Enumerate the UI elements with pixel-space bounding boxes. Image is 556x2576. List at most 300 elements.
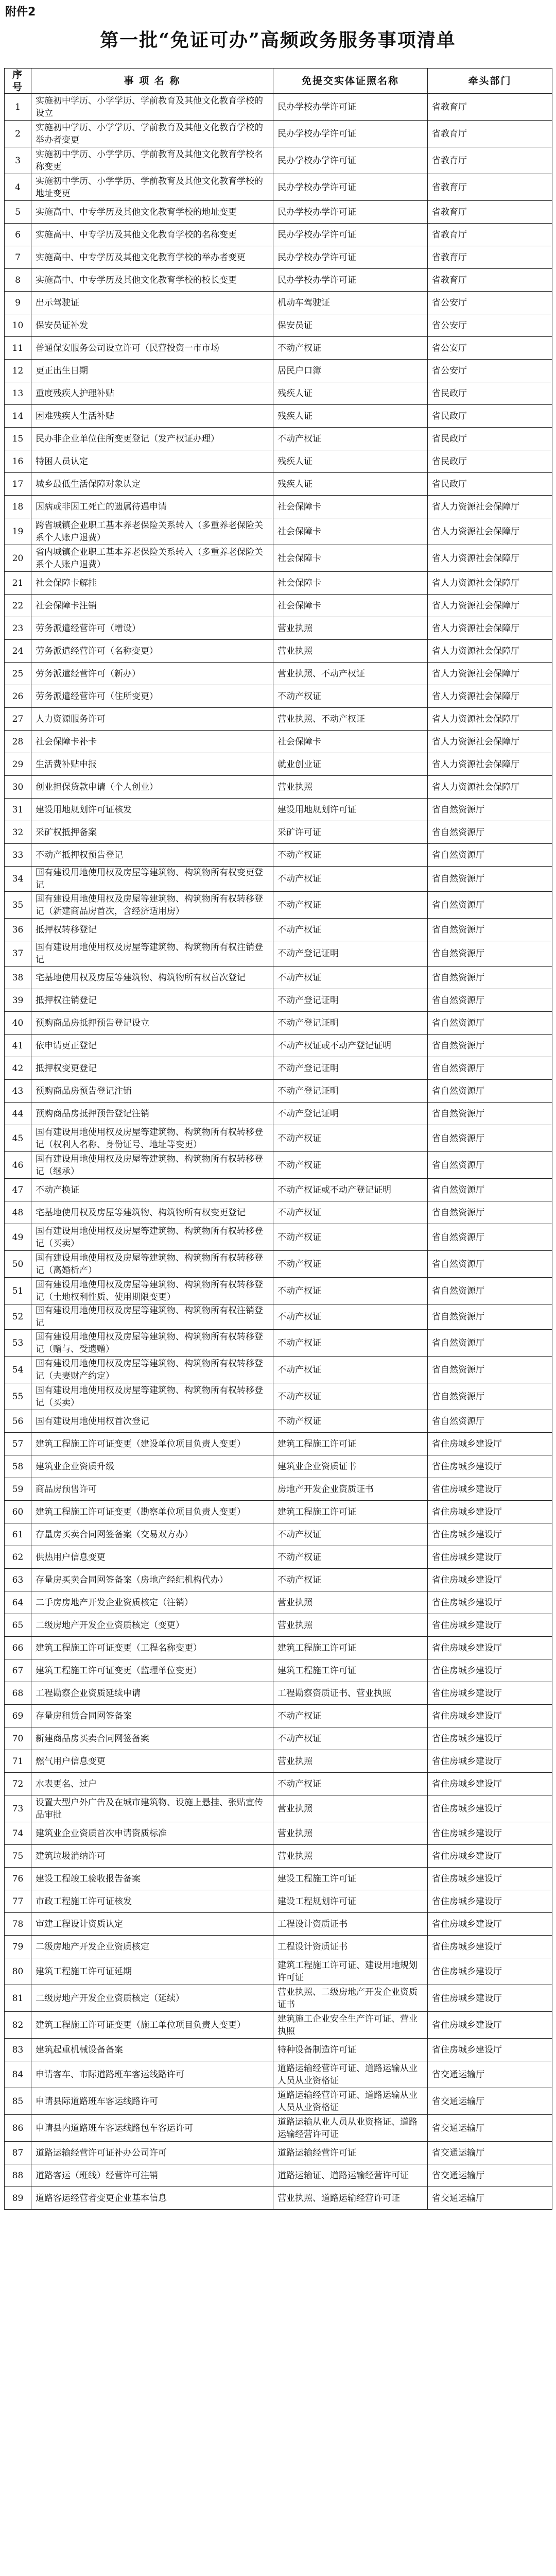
row-index: 39 <box>5 989 31 1012</box>
row-index: 52 <box>5 1304 31 1330</box>
row-exempt-certificate: 营业执照 <box>273 1822 428 1845</box>
row-exempt-certificate: 不动产权证 <box>273 1330 428 1357</box>
row-index: 62 <box>5 1546 31 1569</box>
row-item-name: 建筑工程施工许可证变更（监理单位变更） <box>31 1659 273 1682</box>
row-exempt-certificate: 社会保障卡 <box>273 572 428 595</box>
row-item-name: 二级房地产开发企业资质核定（变更） <box>31 1614 273 1637</box>
row-index: 73 <box>5 1795 31 1822</box>
row-lead-department: 省民政厅 <box>428 382 552 405</box>
row-index: 69 <box>5 1705 31 1727</box>
row-lead-department: 省住房城乡建设厅 <box>428 1750 552 1773</box>
row-exempt-certificate: 采矿许可证 <box>273 821 428 844</box>
row-lead-department: 省住房城乡建设厅 <box>428 1795 552 1822</box>
table-row <box>5 1705 552 1727</box>
table-row <box>5 224 552 246</box>
row-exempt-certificate: 道路运输从业人员从业资格证、道路运输经营许可证 <box>273 2115 428 2142</box>
row-index: 33 <box>5 844 31 867</box>
table-row <box>5 1727 552 1750</box>
row-item-name: 国有建设用地使用权及房屋等建筑物、构筑物所有权转移登记（土地权利性质、使用期限变更） <box>31 1278 273 1304</box>
row-lead-department: 省住房城乡建设厅 <box>428 1913 552 1936</box>
row-item-name: 存量房租赁合同网签备案 <box>31 1705 273 1727</box>
row-item-name: 供热用户信息变更 <box>31 1546 273 1569</box>
row-index: 3 <box>5 147 31 174</box>
row-lead-department: 省自然资源厅 <box>428 1179 552 1201</box>
row-lead-department: 省自然资源厅 <box>428 1152 552 1179</box>
row-item-name: 建筑垃圾消纳许可 <box>31 1845 273 1868</box>
row-index: 50 <box>5 1251 31 1278</box>
row-item-name: 国有建设用地使用权首次登记 <box>31 1410 273 1433</box>
row-lead-department: 省自然资源厅 <box>428 1057 552 1080</box>
table-row <box>5 799 552 821</box>
table-row <box>5 617 552 640</box>
table-row <box>5 1179 552 1201</box>
row-index: 81 <box>5 1985 31 2012</box>
row-index: 80 <box>5 1958 31 1985</box>
row-item-name: 建设用地规划许可证核发 <box>31 799 273 821</box>
row-item-name: 国有建设用地使用权及房屋等建筑物、构筑物所有权转移登记（新建商品房首次，含经济适用房） <box>31 892 273 919</box>
row-lead-department: 省自然资源厅 <box>428 1103 552 1125</box>
row-exempt-certificate: 社会保障卡 <box>273 731 428 753</box>
row-lead-department: 省交通运输厅 <box>428 2061 552 2088</box>
row-index: 27 <box>5 708 31 731</box>
row-item-name: 社会保障卡解挂 <box>31 572 273 595</box>
row-lead-department: 省住房城乡建设厅 <box>428 1591 552 1614</box>
row-item-name: 实施初中学历、小学学历、学前教育及其他文化教育学校的设立 <box>31 94 273 121</box>
row-item-name: 国有建设用地使用权及房屋等建筑物、构筑物所有权注销登记 <box>31 941 273 967</box>
row-index: 63 <box>5 1569 31 1591</box>
row-lead-department: 省自然资源厅 <box>428 1012 552 1035</box>
row-item-name: 抵押权注销登记 <box>31 989 273 1012</box>
row-lead-department: 省住房城乡建设厅 <box>428 1705 552 1727</box>
row-exempt-certificate: 不动产权证 <box>273 1773 428 1795</box>
row-item-name: 申请县内道路班车客运线路包车客运许可 <box>31 2115 273 2142</box>
row-index: 49 <box>5 1224 31 1251</box>
table-row <box>5 1433 552 1455</box>
row-index: 64 <box>5 1591 31 1614</box>
row-lead-department: 省民政厅 <box>428 428 552 450</box>
table-row <box>5 1682 552 1705</box>
row-item-name: 困难残疾人生活补贴 <box>31 405 273 428</box>
row-lead-department: 省自然资源厅 <box>428 844 552 867</box>
row-item-name: 国有建设用地使用权及房屋等建筑物、构筑物所有权转移登记（夫妻财产约定） <box>31 1357 273 1383</box>
row-index: 83 <box>5 2039 31 2061</box>
row-exempt-certificate: 不动产权证 <box>273 337 428 360</box>
row-exempt-certificate: 民办学校办学许可证 <box>273 224 428 246</box>
row-index: 82 <box>5 2012 31 2039</box>
row-index: 37 <box>5 941 31 967</box>
row-exempt-certificate: 民办学校办学许可证 <box>273 246 428 269</box>
table-row <box>5 174 552 201</box>
row-item-name: 审建工程设计资质认定 <box>31 1913 273 1936</box>
row-item-name: 建筑工程施工许可证变更（建设单位项目负责人变更） <box>31 1433 273 1455</box>
row-exempt-certificate: 民办学校办学许可证 <box>273 174 428 201</box>
row-exempt-certificate: 民办学校办学许可证 <box>273 94 428 121</box>
row-exempt-certificate: 社会保障卡 <box>273 518 428 545</box>
row-item-name: 建筑工程施工许可证变更（工程名称变更） <box>31 1637 273 1659</box>
row-exempt-certificate: 建筑工程施工许可证、建设用地规划许可证 <box>273 1958 428 1985</box>
row-lead-department: 省教育厅 <box>428 269 552 292</box>
row-item-name: 国有建设用地使用权及房屋等建筑物、构筑物所有权注销登记 <box>31 1304 273 1330</box>
table-row <box>5 1278 552 1304</box>
row-lead-department: 省自然资源厅 <box>428 1080 552 1103</box>
row-item-name: 二级房地产开发企业资质核定 <box>31 1936 273 1958</box>
row-item-name: 国有建设用地使用权及房屋等建筑物、构筑物所有权转移登记（买卖） <box>31 1383 273 1410</box>
row-index: 74 <box>5 1822 31 1845</box>
row-lead-department: 省教育厅 <box>428 246 552 269</box>
table-row <box>5 731 552 753</box>
header-exempt-certificate: 免提交实体证照名称 <box>273 69 428 94</box>
row-lead-department: 省教育厅 <box>428 201 552 224</box>
row-item-name: 劳务派遣经营许可（住所变更） <box>31 685 273 708</box>
row-index: 28 <box>5 731 31 753</box>
row-item-name: 跨省城镇企业职工基本养老保险关系转入（多重养老保险关系个人账户退费） <box>31 518 273 545</box>
row-exempt-certificate: 不动产权证 <box>273 1410 428 1433</box>
table-row <box>5 1913 552 1936</box>
row-item-name: 实施高中、中专学历及其他文化教育学校的举办者变更 <box>31 246 273 269</box>
row-exempt-certificate: 不动产权证 <box>273 844 428 867</box>
row-item-name: 不动产抵押权预告登记 <box>31 844 273 867</box>
row-index: 86 <box>5 2115 31 2142</box>
row-lead-department: 省教育厅 <box>428 94 552 121</box>
table-row <box>5 1501 552 1523</box>
row-lead-department: 省住房城乡建设厅 <box>428 1682 552 1705</box>
row-index: 6 <box>5 224 31 246</box>
row-lead-department: 省住房城乡建设厅 <box>428 1478 552 1501</box>
row-index: 72 <box>5 1773 31 1795</box>
row-lead-department: 省人力资源社会保障厅 <box>428 663 552 685</box>
row-lead-department: 省自然资源厅 <box>428 1278 552 1304</box>
row-item-name: 建筑工程施工许可证变更（施工单位项目负责人变更） <box>31 2012 273 2039</box>
table-row <box>5 1103 552 1125</box>
row-lead-department: 省人力资源社会保障厅 <box>428 617 552 640</box>
row-lead-department: 省自然资源厅 <box>428 1357 552 1383</box>
row-index: 1 <box>5 94 31 121</box>
row-lead-department: 省自然资源厅 <box>428 892 552 919</box>
row-item-name: 实施高中、中专学历及其他文化教育学校的校长变更 <box>31 269 273 292</box>
table-row <box>5 382 552 405</box>
table-row <box>5 1012 552 1035</box>
row-index: 13 <box>5 382 31 405</box>
row-item-name: 实施初中学历、小学学历、学前教育及其他文化教育学校名称变更 <box>31 147 273 174</box>
row-item-name: 国有建设用地使用权及房屋等建筑物、构筑物所有权转移登记（离婚析产） <box>31 1251 273 1278</box>
row-index: 58 <box>5 1455 31 1478</box>
table-row <box>5 147 552 174</box>
row-lead-department: 省住房城乡建设厅 <box>428 1985 552 2012</box>
row-index: 16 <box>5 450 31 473</box>
row-index: 25 <box>5 663 31 685</box>
row-index: 59 <box>5 1478 31 1501</box>
table-row <box>5 919 552 941</box>
table-body <box>5 94 552 2210</box>
row-exempt-certificate: 房地产开发企业资质证书 <box>273 1478 428 1501</box>
row-item-name: 申请县际道路班车客运线路许可 <box>31 2088 273 2115</box>
row-exempt-certificate: 营业执照 <box>273 1614 428 1637</box>
row-item-name: 抵押权变更登记 <box>31 1057 273 1080</box>
row-lead-department: 省自然资源厅 <box>428 1035 552 1057</box>
table-row <box>5 595 552 617</box>
row-exempt-certificate: 民办学校办学许可证 <box>273 121 428 147</box>
table-row <box>5 1773 552 1795</box>
row-exempt-certificate: 不动产权证 <box>273 1125 428 1152</box>
row-lead-department: 省民政厅 <box>428 450 552 473</box>
row-lead-department: 省交通运输厅 <box>428 2088 552 2115</box>
table-row <box>5 292 552 314</box>
row-index: 71 <box>5 1750 31 1773</box>
row-lead-department: 省人力资源社会保障厅 <box>428 753 552 776</box>
row-lead-department: 省住房城乡建设厅 <box>428 1523 552 1546</box>
table-row <box>5 201 552 224</box>
row-exempt-certificate: 营业执照 <box>273 640 428 663</box>
row-lead-department: 省住房城乡建设厅 <box>428 1637 552 1659</box>
table-row <box>5 405 552 428</box>
row-exempt-certificate: 社会保障卡 <box>273 496 428 518</box>
row-lead-department: 省教育厅 <box>428 121 552 147</box>
row-lead-department: 省人力资源社会保障厅 <box>428 776 552 799</box>
table-row <box>5 337 552 360</box>
row-item-name: 生活费补贴申报 <box>31 753 273 776</box>
row-lead-department: 省交通运输厅 <box>428 2187 552 2210</box>
row-item-name: 二手房房地产开发企业资质核定（注销） <box>31 1591 273 1614</box>
row-exempt-certificate: 不动产权证 <box>273 1727 428 1750</box>
row-exempt-certificate: 不动产权证 <box>273 1546 428 1569</box>
header-index: 序号 <box>5 69 31 94</box>
row-lead-department: 省公安厅 <box>428 314 552 337</box>
row-exempt-certificate: 建设工程施工许可证 <box>273 1868 428 1890</box>
table-row <box>5 1410 552 1433</box>
table-row <box>5 428 552 450</box>
row-exempt-certificate: 营业执照 <box>273 1795 428 1822</box>
row-exempt-certificate: 不动产权证 <box>273 1251 428 1278</box>
row-index: 23 <box>5 617 31 640</box>
row-index: 67 <box>5 1659 31 1682</box>
row-index: 32 <box>5 821 31 844</box>
row-index: 26 <box>5 685 31 708</box>
row-index: 20 <box>5 545 31 572</box>
row-item-name: 国有建设用地使用权及房屋等建筑物、构筑物所有权转移登记（赠与、受遗赠） <box>31 1330 273 1357</box>
row-exempt-certificate: 不动产登记证明 <box>273 1103 428 1125</box>
row-exempt-certificate: 民办学校办学许可证 <box>273 201 428 224</box>
row-lead-department: 省自然资源厅 <box>428 1304 552 1330</box>
row-index: 55 <box>5 1383 31 1410</box>
row-lead-department: 省自然资源厅 <box>428 967 552 989</box>
table-row <box>5 1868 552 1890</box>
row-exempt-certificate: 不动产权证 <box>273 1152 428 1179</box>
table-row <box>5 360 552 382</box>
table-row <box>5 1330 552 1357</box>
row-index: 18 <box>5 496 31 518</box>
row-exempt-certificate: 残疾人证 <box>273 450 428 473</box>
table-row <box>5 1637 552 1659</box>
row-exempt-certificate: 不动产登记证明 <box>273 941 428 967</box>
row-exempt-certificate: 不动产登记证明 <box>273 1012 428 1035</box>
row-index: 51 <box>5 1278 31 1304</box>
row-exempt-certificate: 建筑施工企业安全生产许可证、营业执照 <box>273 2012 428 2039</box>
table-row <box>5 1251 552 1278</box>
table-row <box>5 1936 552 1958</box>
row-exempt-certificate: 不动产权证 <box>273 1224 428 1251</box>
table-row <box>5 121 552 147</box>
row-index: 34 <box>5 867 31 892</box>
row-lead-department: 省住房城乡建设厅 <box>428 1501 552 1523</box>
table-row <box>5 1569 552 1591</box>
row-lead-department: 省教育厅 <box>428 147 552 174</box>
row-exempt-certificate: 营业执照 <box>273 1750 428 1773</box>
row-lead-department: 省住房城乡建设厅 <box>428 1845 552 1868</box>
row-lead-department: 省人力资源社会保障厅 <box>428 640 552 663</box>
row-item-name: 建筑工程施工许可证延期 <box>31 1958 273 1985</box>
row-item-name: 实施高中、中专学历及其他文化教育学校的名称变更 <box>31 224 273 246</box>
row-index: 10 <box>5 314 31 337</box>
table-row <box>5 1890 552 1913</box>
row-index: 44 <box>5 1103 31 1125</box>
service-items-table <box>4 68 552 2210</box>
table-row <box>5 1958 552 1985</box>
table-row <box>5 1080 552 1103</box>
row-exempt-certificate: 不动产权证或不动产登记证明 <box>273 1035 428 1057</box>
attachment-label: 附件2 <box>5 6 36 19</box>
row-item-name: 抵押权转移登记 <box>31 919 273 941</box>
row-exempt-certificate: 营业执照 <box>273 1591 428 1614</box>
row-lead-department: 省人力资源社会保障厅 <box>428 545 552 572</box>
row-index: 38 <box>5 967 31 989</box>
row-index: 56 <box>5 1410 31 1433</box>
row-lead-department: 省人力资源社会保障厅 <box>428 572 552 595</box>
row-index: 45 <box>5 1125 31 1152</box>
row-item-name: 城乡最低生活保障对象认定 <box>31 473 273 496</box>
table-row <box>5 1795 552 1822</box>
row-item-name: 预购商品房抵押预告登记注销 <box>31 1103 273 1125</box>
row-lead-department: 省住房城乡建设厅 <box>428 1822 552 1845</box>
row-exempt-certificate: 营业执照、不动产权证 <box>273 708 428 731</box>
table-row <box>5 1224 552 1251</box>
table-row <box>5 496 552 518</box>
table-row <box>5 1357 552 1383</box>
table-row <box>5 2115 552 2142</box>
row-item-name: 民办非企业单位住所变更登记（发产权证办理） <box>31 428 273 450</box>
row-lead-department: 省人力资源社会保障厅 <box>428 685 552 708</box>
row-index: 17 <box>5 473 31 496</box>
table-row <box>5 1383 552 1410</box>
table-row <box>5 663 552 685</box>
row-index: 46 <box>5 1152 31 1179</box>
row-lead-department: 省自然资源厅 <box>428 1201 552 1224</box>
table-row <box>5 2039 552 2061</box>
row-index: 7 <box>5 246 31 269</box>
row-exempt-certificate: 不动产权证 <box>273 867 428 892</box>
row-item-name: 道路运输经营许可证补办公司许可 <box>31 2142 273 2164</box>
table-row <box>5 892 552 919</box>
table-row <box>5 2164 552 2187</box>
row-exempt-certificate: 建筑工程施工许可证 <box>273 1637 428 1659</box>
row-index: 29 <box>5 753 31 776</box>
table-row <box>5 941 552 967</box>
row-lead-department: 省公安厅 <box>428 292 552 314</box>
row-index: 48 <box>5 1201 31 1224</box>
table-row <box>5 1523 552 1546</box>
document-title: 第一批“免证可办”高频政务服务事项清单 <box>100 29 456 51</box>
table-row <box>5 2187 552 2210</box>
table-row <box>5 1125 552 1152</box>
row-item-name: 建设工程竣工验收报告备案 <box>31 1868 273 1890</box>
row-item-name: 水表更名、过户 <box>31 1773 273 1795</box>
row-exempt-certificate: 工程勘察资质证书、营业执照 <box>273 1682 428 1705</box>
row-exempt-certificate: 营业执照 <box>273 617 428 640</box>
row-item-name: 商品房预售许可 <box>31 1478 273 1501</box>
table-row <box>5 246 552 269</box>
row-item-name: 实施初中学历、小学学历、学前教育及其他文化教育学校的地址变更 <box>31 174 273 201</box>
row-item-name: 新建商品房买卖合同网签备案 <box>31 1727 273 1750</box>
row-item-name: 更正出生日期 <box>31 360 273 382</box>
row-lead-department: 省交通运输厅 <box>428 2164 552 2187</box>
row-index: 21 <box>5 572 31 595</box>
row-index: 84 <box>5 2061 31 2088</box>
row-index: 35 <box>5 892 31 919</box>
table-row <box>5 572 552 595</box>
row-lead-department: 省住房城乡建设厅 <box>428 1890 552 1913</box>
row-index: 42 <box>5 1057 31 1080</box>
row-exempt-certificate: 不动产权证 <box>273 967 428 989</box>
row-exempt-certificate: 不动产权证 <box>273 1201 428 1224</box>
row-index: 61 <box>5 1523 31 1546</box>
table-row <box>5 821 552 844</box>
row-item-name: 设置大型户外广告及在城市建筑物、设施上悬挂、张贴宣传品审批 <box>31 1795 273 1822</box>
table-row <box>5 314 552 337</box>
table-row <box>5 776 552 799</box>
row-item-name: 采矿权抵押备案 <box>31 821 273 844</box>
row-item-name: 国有建设用地使用权及房屋等建筑物、构筑物所有权转移登记（权利人名称、身份证号、地址等变更） <box>31 1125 273 1152</box>
row-exempt-certificate: 营业执照、不动产权证 <box>273 663 428 685</box>
table-row <box>5 640 552 663</box>
row-item-name: 普通保安服务公司设立许可（民营投资一市市场 <box>31 337 273 360</box>
row-lead-department: 省自然资源厅 <box>428 867 552 892</box>
row-exempt-certificate: 营业执照、道路运输经营许可证 <box>273 2187 428 2210</box>
row-exempt-certificate: 工程设计资质证书 <box>273 1936 428 1958</box>
row-exempt-certificate: 营业执照、二级房地产开发企业资质证书 <box>273 1985 428 2012</box>
row-index: 19 <box>5 518 31 545</box>
row-exempt-certificate: 不动产权证 <box>273 1523 428 1546</box>
row-index: 11 <box>5 337 31 360</box>
row-lead-department: 省住房城乡建设厅 <box>428 1433 552 1455</box>
table-row <box>5 1152 552 1179</box>
row-index: 65 <box>5 1614 31 1637</box>
row-lead-department: 省自然资源厅 <box>428 989 552 1012</box>
row-exempt-certificate: 居民户口簿 <box>273 360 428 382</box>
row-exempt-certificate: 保安员证 <box>273 314 428 337</box>
row-item-name: 国有建设用地使用权及房屋等建筑物、构筑物所有权变更登记 <box>31 867 273 892</box>
table-row <box>5 867 552 892</box>
row-index: 47 <box>5 1179 31 1201</box>
table-row <box>5 1201 552 1224</box>
row-exempt-certificate: 残疾人证 <box>273 405 428 428</box>
row-item-name: 存量房买卖合同网签备案（交易双方办） <box>31 1523 273 1546</box>
table-row <box>5 94 552 121</box>
row-exempt-certificate: 机动车驾驶证 <box>273 292 428 314</box>
row-exempt-certificate: 特种设备制造许可证 <box>273 2039 428 2061</box>
row-lead-department: 省自然资源厅 <box>428 1125 552 1152</box>
row-exempt-certificate: 不动产权证 <box>273 685 428 708</box>
row-item-name: 劳务派遣经营许可（增设） <box>31 617 273 640</box>
row-item-name: 社会保障卡补卡 <box>31 731 273 753</box>
row-index: 9 <box>5 292 31 314</box>
row-exempt-certificate: 不动产权证 <box>273 1383 428 1410</box>
row-lead-department: 省交通运输厅 <box>428 2142 552 2164</box>
row-lead-department: 省民政厅 <box>428 473 552 496</box>
row-lead-department: 省民政厅 <box>428 405 552 428</box>
row-exempt-certificate: 不动产权证 <box>273 1569 428 1591</box>
row-lead-department: 省住房城乡建设厅 <box>428 2012 552 2039</box>
row-item-name: 不动产换证 <box>31 1179 273 1201</box>
row-exempt-certificate: 道路运输经营许可证、道路运输从业人员从业资格证 <box>273 2088 428 2115</box>
